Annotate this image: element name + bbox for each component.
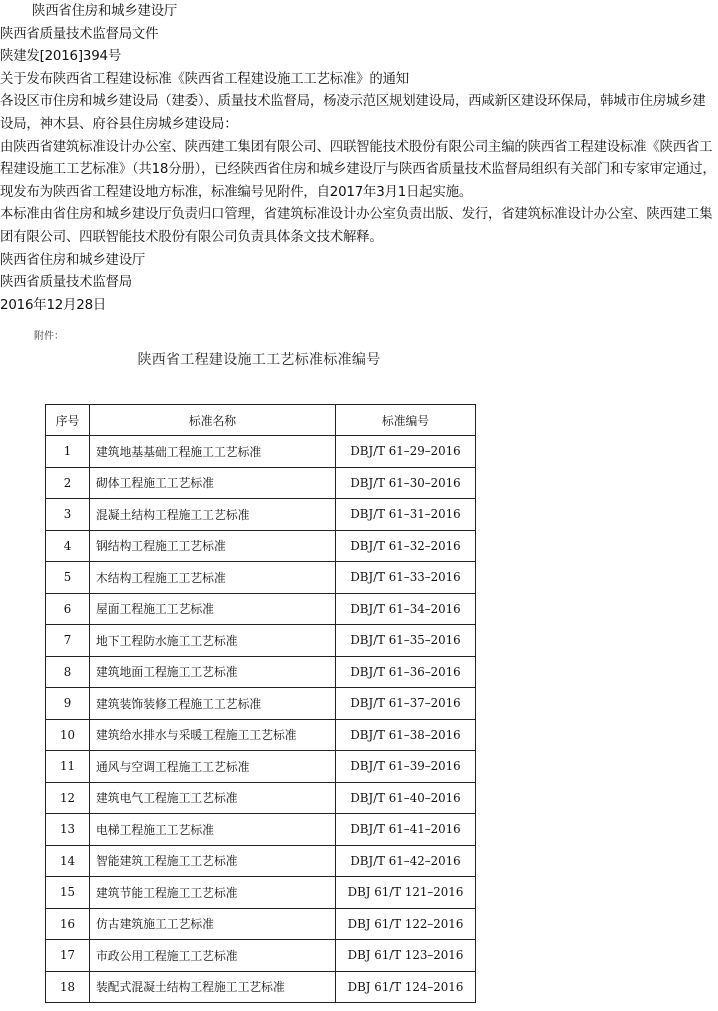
row-no: 3 — [46, 499, 90, 531]
row-name: 建筑装饰装修工程施工工艺标准 — [90, 688, 336, 720]
table-row — [46, 971, 476, 1003]
row-code: DBJ/T 61–40–2016 — [336, 782, 476, 814]
table-body — [46, 436, 476, 1003]
row-no: 14 — [46, 845, 90, 877]
row-name: 砌体工程施工工艺标准 — [90, 467, 336, 499]
table-row — [46, 719, 476, 751]
row-no: 7 — [46, 625, 90, 657]
table-row — [46, 467, 476, 499]
table-row — [46, 877, 476, 909]
row-name: 通风与空调工程施工工艺标准 — [90, 751, 336, 783]
row-name: 市政公用工程施工工艺标准 — [90, 940, 336, 972]
table-row — [46, 530, 476, 562]
row-no: 9 — [46, 688, 90, 720]
row-name: 建筑节能工程施工工艺标准 — [90, 877, 336, 909]
row-name: 仿古建筑施工工艺标准 — [90, 908, 336, 940]
row-no: 15 — [46, 877, 90, 909]
table-row — [46, 814, 476, 846]
row-no: 16 — [46, 908, 90, 940]
table-row — [46, 436, 476, 468]
body-paragraph-1: 由陕西省建筑标准设计办公室、陕西建工集团有限公司、四联智能技术股份有限公司主编的陕西省工程建设标准《陕西省工程建设施工工艺标准》（共18分册），已经陕西省住房和城乡建设厅与陕西省质量技术监督局组织有关部门和专家审定通过，现发布为陕西省工程建设地方标准，标准编号见附件，自2017年3月1日起实施。 — [0, 139, 716, 200]
row-code: DBJ/T 61–33–2016 — [336, 562, 476, 594]
table-row — [46, 940, 476, 972]
row-name: 木结构工程施工工艺标准 — [90, 562, 336, 594]
row-no: 8 — [46, 656, 90, 688]
table-row — [46, 845, 476, 877]
table-title: 陕西省工程建设施工工艺标准标准编号 — [137, 352, 381, 368]
row-name: 建筑地基基础工程施工工艺标准 — [90, 436, 336, 468]
table-row — [46, 625, 476, 657]
row-code: DBJ/T 61–42–2016 — [336, 845, 476, 877]
issue-date: 2016年12月28日 — [0, 297, 107, 313]
notice-subject: 关于发布陕西省工程建设标准《陕西省工程建设施工工艺标准》的通知 — [0, 71, 409, 87]
row-name: 智能建筑工程施工工艺标准 — [90, 845, 336, 877]
row-code: DBJ 61/T 123–2016 — [336, 940, 476, 972]
row-code: DBJ/T 61–32–2016 — [336, 530, 476, 562]
table-row — [46, 562, 476, 594]
row-name: 钢结构工程施工工艺标准 — [90, 530, 336, 562]
row-code: DBJ 61/T 121–2016 — [336, 877, 476, 909]
row-no: 1 — [46, 436, 90, 468]
notice-document — [0, 0, 718, 317]
row-name: 电梯工程施工工艺标准 — [90, 814, 336, 846]
row-name: 地下工程防水施工工艺标准 — [90, 625, 336, 657]
issuer-line-1: 陕西省住房和城乡建设厅 — [32, 4, 178, 19]
row-code: DBJ 61/T 124–2016 — [336, 971, 476, 1003]
table-header-row — [46, 405, 476, 436]
header-code: 标准编号 — [336, 405, 476, 436]
row-code: DBJ/T 61–35–2016 — [336, 625, 476, 657]
row-no: 12 — [46, 782, 90, 814]
signature-2: 陕西省质量技术监督局 — [0, 275, 132, 291]
issuer-line-2: 陕西省质量技术监督局文件 — [0, 26, 159, 42]
row-no: 4 — [46, 530, 90, 562]
recipients-paragraph: 各设区市住房和城乡建设局（建委）、质量技术监督局，杨凌示范区规划建设局，西咸新区建设环保局，韩城市住房城乡建设局，神木县、府谷县住房城乡建设局： — [0, 94, 706, 132]
row-code: DBJ/T 61–37–2016 — [336, 688, 476, 720]
row-no: 17 — [46, 940, 90, 972]
row-code: DBJ/T 61–41–2016 — [336, 814, 476, 846]
table-row — [46, 593, 476, 625]
row-no: 10 — [46, 719, 90, 751]
row-code: DBJ/T 61–36–2016 — [336, 656, 476, 688]
row-no: 2 — [46, 467, 90, 499]
row-no: 5 — [46, 562, 90, 594]
table-row — [46, 656, 476, 688]
row-code: DBJ 61/T 122–2016 — [336, 908, 476, 940]
row-code: DBJ/T 61–30–2016 — [336, 467, 476, 499]
signature-1: 陕西省住房和城乡建设厅 — [0, 252, 146, 268]
table-row — [46, 688, 476, 720]
body-paragraph-2: 本标准由省住房和城乡建设厅负责归口管理，省建筑标准设计办公室负责出版、发行，省建筑标准设计办公室、陕西建工集团有限公司、四联智能技术股份有限公司负责具体条文技术解释。 — [0, 207, 713, 245]
table-row — [46, 751, 476, 783]
row-no: 11 — [46, 751, 90, 783]
row-code: DBJ/T 61–31–2016 — [336, 499, 476, 531]
row-name: 建筑给水排水与采暖工程施工工艺标准 — [90, 719, 336, 751]
document-number: 陕建发[2016]394号 — [0, 49, 122, 65]
row-code: DBJ/T 61–34–2016 — [336, 593, 476, 625]
row-code: DBJ/T 61–38–2016 — [336, 719, 476, 751]
row-name: 装配式混凝土结构工程施工工艺标准 — [90, 971, 336, 1003]
row-no: 18 — [46, 971, 90, 1003]
table-row — [46, 782, 476, 814]
table-row — [46, 908, 476, 940]
standards-table — [45, 404, 476, 1003]
header-no: 序号 — [46, 405, 90, 436]
row-name: 建筑地面工程施工工艺标准 — [90, 656, 336, 688]
row-no: 13 — [46, 814, 90, 846]
row-name: 屋面工程施工工艺标准 — [90, 593, 336, 625]
row-code: DBJ/T 61–39–2016 — [336, 751, 476, 783]
row-code: DBJ/T 61–29–2016 — [336, 436, 476, 468]
table-row — [46, 499, 476, 531]
row-name: 建筑电气工程施工工艺标准 — [90, 782, 336, 814]
row-no: 6 — [46, 593, 90, 625]
row-name: 混凝土结构工程施工工艺标准 — [90, 499, 336, 531]
header-name: 标准名称 — [90, 405, 336, 436]
attachment-label: 附件： — [34, 331, 64, 342]
